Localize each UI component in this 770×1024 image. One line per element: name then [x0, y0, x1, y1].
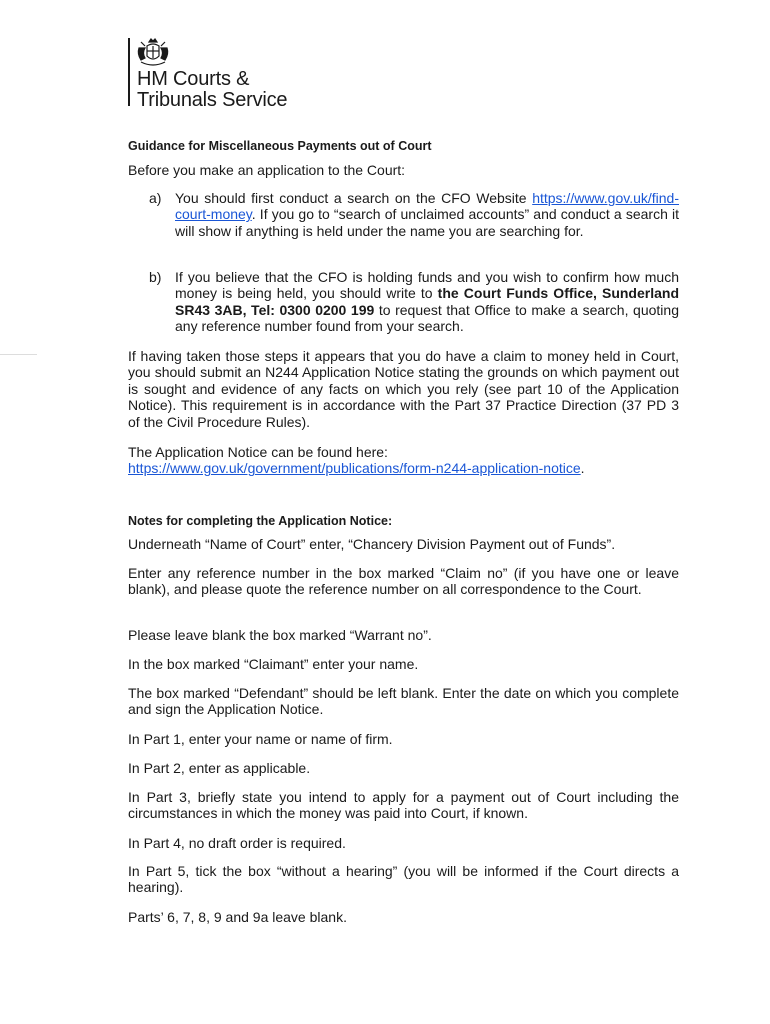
note-item: Parts’ 6, 7, 8, 9 and 9a leave blank.	[128, 909, 347, 925]
note-item: In Part 1, enter your name or name of firm.	[128, 731, 393, 747]
list-marker: b)	[149, 269, 162, 285]
margin-mark	[0, 354, 37, 355]
n244-form-link[interactable]: https://www.gov.uk/government/publications/form-n244-application-notice	[128, 460, 581, 477]
note-item: The box marked “Defendant” should be left blank. Enter the date on which you complete and sign the Application Notice.	[128, 685, 679, 718]
notice-paragraph: The Application Notice can be found here: https://www.gov.uk/government/publications/form-n244-application-notice.	[128, 444, 679, 477]
note-item: In the box marked “Claimant” enter your name.	[128, 656, 419, 672]
note-item: Underneath “Name of Court” enter, “Chancery Division Payment out of Funds”.	[128, 536, 616, 552]
court-funds-office-address: the Court Funds Office, Sunderland SR43 3AB, Tel: 0300 0200 199	[175, 285, 679, 318]
notice-text: The Application Notice can be found here:	[128, 444, 388, 460]
note-item: In Part 4, no draft order is required.	[128, 835, 346, 851]
notes-heading: Notes for completing the Application Notice:	[128, 514, 393, 528]
document-title: Guidance for Miscellaneous Payments out of Court	[128, 139, 432, 153]
royal-crest-icon	[135, 38, 171, 68]
logo-line-2: Tribunals Service	[137, 89, 288, 111]
note-item: In Part 3, briefly state you intend to apply for a payment out of Court including the circumstances in which the money was paid into Court, if known.	[128, 789, 679, 822]
list-item-text: If you believe that the CFO is holding funds and you wish to confirm how much money is being held, you should write to the Court Funds Office, Sunderland SR43 3AB, Tel: 0300 0200 199 to request that Office to make a search, quoting any reference number found from your search.	[175, 269, 679, 335]
note-item: In Part 2, enter as applicable.	[128, 760, 311, 776]
logo-line-1: HM Courts &	[137, 68, 250, 90]
note-item: In Part 5, tick the box “without a hearing” (you will be informed if the Court directs a hearing).	[128, 863, 679, 896]
claim-paragraph: If having taken those steps it appears that you do have a claim to money held in Court, you should submit an N244 Application Notice stating the grounds on which payment out is sought and evidence of any facts on which you rely (see part 10 of the Application Notice). This requirement is in accordance with the Part 37 Practice Direction (37 PD 3 of the Civil Procedure Rules).	[128, 348, 679, 430]
list-item-text: You should first conduct a search on the CFO Website https://www.gov.uk/find-court-money. If you go to “search of unclaimed accounts” and conduct a search it will show if anything is held under the name you are searching for.	[175, 190, 679, 239]
cfo-website-link[interactable]: https://www.gov.uk/find-court-money	[175, 190, 679, 223]
note-item: Enter any reference number in the box marked “Claim no” (if you have one or leave blank), and please quote the reference number on all correspondence to the Court.	[128, 565, 679, 598]
list-marker: a)	[149, 190, 162, 206]
note-item: Please leave blank the box marked “Warrant no”.	[128, 627, 432, 643]
intro-text: Before you make an application to the Court:	[128, 162, 406, 178]
logo-divider	[128, 38, 130, 106]
